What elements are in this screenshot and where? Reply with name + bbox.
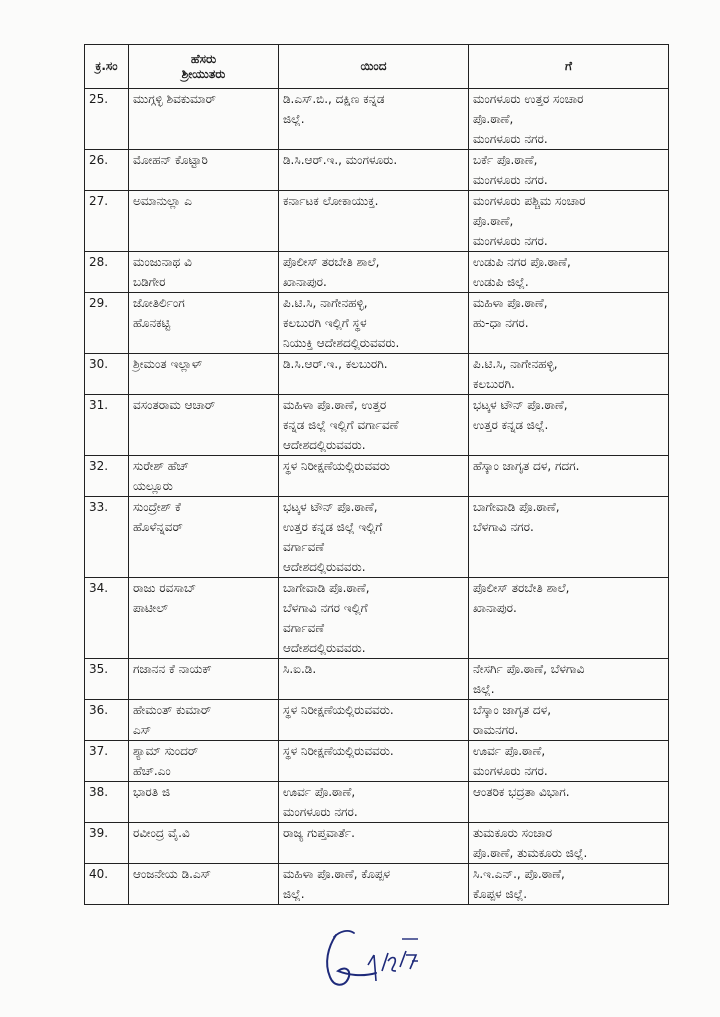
row-to-line: ಉಡುಪಿ ನಗರ ಪೊ.ಠಾಣೆ, <box>473 255 571 269</box>
row-from-line: ಬೆಳಗಾವಿ ನಗರ ಇಲ್ಲಿಗೆ <box>283 601 368 615</box>
row-to <box>469 741 669 782</box>
row-to-line: ಮಂಗಳೂರು ನಗರ. <box>473 764 548 778</box>
row-name-line: ಅಮಾನುಲ್ಲಾ ಎ <box>133 194 193 208</box>
row-from-line: ಡಿ.ಸಿ.ಆರ್.ಇ., ಮಂಗಳೂರು. <box>283 153 398 167</box>
row-to-line: ಕಲಬುರಗಿ. <box>473 377 515 391</box>
row-name <box>129 782 279 823</box>
row-sl-no: 34. <box>85 578 129 659</box>
row-sl-no: 35. <box>85 659 129 700</box>
row-from-line: ಬಾಗೇವಾಡಿ ಪೊ.ಠಾಣೆ, <box>283 581 370 595</box>
row-sl-no: 26. <box>85 150 129 191</box>
row-name <box>129 497 279 578</box>
row-from-line: ಕರ್ನಾಟಕ ಲೋಕಾಯುಕ್ತ. <box>283 194 379 208</box>
table-header-row <box>85 45 669 89</box>
table-body <box>85 89 669 905</box>
row-from-line: ಭಟ್ಕಳ ಟೌನ್ ಪೊ.ಠಾಣೆ, <box>283 500 378 514</box>
row-from-line: ಕಲಬುರಗಿ ಇಲ್ಲಿಗೆ ಸ್ಥಳ <box>283 316 367 330</box>
table-row <box>85 191 669 252</box>
header-from: ಯಿಂದ <box>279 45 469 89</box>
table-row <box>85 659 669 700</box>
row-name <box>129 191 279 252</box>
row-sl-no: 27. <box>85 191 129 252</box>
row-to-line: ನೇಸರ್ಗಿ ಪೊ.ಠಾಣೆ, ಬೆಳಗಾವಿ <box>473 662 585 676</box>
row-from-line: ಮಹಿಳಾ ಪೊ.ಠಾಣೆ, ಉತ್ತರ <box>283 398 387 412</box>
row-from <box>279 578 469 659</box>
row-name <box>129 252 279 293</box>
table-row <box>85 497 669 578</box>
row-to-line: ಮಂಗಳೂರು ಉತ್ತರ ಸಂಚಾರ <box>473 92 584 106</box>
row-from <box>279 782 469 823</box>
row-name-line: ಮಂಜುನಾಥ ವಿ <box>133 255 192 269</box>
row-to <box>469 89 669 150</box>
row-from-line: ಸಿ.ಐ.ಡಿ. <box>283 662 317 676</box>
row-from-line: ಸ್ಥಳ ನಿರೀಕ್ಷಣೆಯಲ್ಲಿರುವವರು <box>283 459 390 473</box>
row-name-line: ಮುಗ್ಗಳ್ಳಿ ಶಿವಕುಮಾರ್ <box>133 92 216 106</box>
row-name <box>129 89 279 150</box>
row-sl-no: 39. <box>85 823 129 864</box>
row-from <box>279 700 469 741</box>
row-to-line: ಕೊಪ್ಪಳ ಜಿಲ್ಲೆ. <box>473 887 528 901</box>
row-name-line: ಹೊನಕಟ್ಟಿ <box>133 316 171 330</box>
transfer-table <box>84 44 669 905</box>
row-name-line: ಭಾರತಿ ಜಿ <box>133 785 171 799</box>
row-to-line: ಪಿ.ಟಿ.ಸಿ, ನಾಗೇನಹಳ್ಳಿ, <box>473 357 558 371</box>
row-to-line: ಹೆಸ್ಕಾಂ ಜಾಗೃತ ದಳ, ಗದಗ. <box>473 459 580 473</box>
row-name-line: ಜೋತಿರ್ಲಿಂಗ <box>133 296 185 310</box>
row-from-line: ವರ್ಗಾವಣೆ <box>283 540 325 554</box>
row-from-line: ಜಿಲ್ಲೆ. <box>283 887 305 901</box>
row-to-line: ಊರ್ವ ಪೊ.ಠಾಣೆ, <box>473 744 546 758</box>
row-from-line: ಸ್ಥಳ ನಿರೀಕ್ಷಣೆಯಲ್ಲಿರುವವರು. <box>283 703 394 717</box>
row-from-line: ನಿಯುಕ್ತಿ ಆದೇಶದಲ್ಲಿರುವವರು. <box>283 336 400 350</box>
row-to <box>469 191 669 252</box>
row-from-line: ಆದೇಶದಲ್ಲಿರುವವರು. <box>283 641 366 655</box>
row-to-line: ಬೆಳಗಾವಿ ನಗರ. <box>473 520 534 534</box>
row-to-line: ಮಹಿಳಾ ಪೊ.ಠಾಣೆ, <box>473 296 548 310</box>
row-from <box>279 497 469 578</box>
signature <box>318 925 428 995</box>
row-name <box>129 456 279 497</box>
row-name-line: ರಾಜು ರವಸಾಬ್ <box>133 581 197 595</box>
row-to-line: ಪೊಲೀಸ್ ತರಬೇತಿ ಶಾಲೆ, <box>473 581 570 595</box>
header-name-line1: ಹೆಸರು <box>190 51 217 66</box>
table-row <box>85 741 669 782</box>
row-from-line: ಉತ್ತರ ಕನ್ನಡ ಜಿಲ್ಲೆ ಇಲ್ಲಿಗೆ <box>283 520 383 534</box>
table-row <box>85 578 669 659</box>
row-from-line: ಆದೇಶದಲ್ಲಿರುವವರು. <box>283 438 366 452</box>
row-sl-no: 36. <box>85 700 129 741</box>
row-to-line: ಪೊ.ಠಾಣೆ, <box>473 214 514 228</box>
table-row <box>85 864 669 905</box>
row-to <box>469 782 669 823</box>
table-row <box>85 395 669 456</box>
row-name-line: ಶ್ರೀಮಂತ ಇಲ್ಲಾಳ್ <box>133 357 203 371</box>
row-to <box>469 395 669 456</box>
row-from <box>279 252 469 293</box>
row-sl-no: 30. <box>85 354 129 395</box>
row-name <box>129 823 279 864</box>
row-sl-no: 32. <box>85 456 129 497</box>
table-row <box>85 150 669 191</box>
row-name-line: ಹೊಳೆನ್ನವರ್ <box>133 520 183 534</box>
row-from-line: ಖಾನಾಪುರ. <box>283 275 327 289</box>
row-name <box>129 354 279 395</box>
row-from <box>279 456 469 497</box>
row-name-line: ಗಜಾನನ ಕೆ ನಾಯಕ್ <box>133 662 212 676</box>
row-to-line: ಪೊ.ಠಾಣೆ, <box>473 112 514 126</box>
row-name-line: ಸುಂದ್ರೇಶ್ ಕೆ <box>133 500 181 514</box>
row-sl-no: 25. <box>85 89 129 150</box>
row-to-line: ತುಮಕೂರು ಸಂಚಾರ <box>473 826 553 840</box>
row-to-line: ಜಿಲ್ಲೆ. <box>473 682 495 696</box>
row-from-line: ಮಹಿಳಾ ಪೊ.ಠಾಣೆ, ಕೊಪ್ಪಳ <box>283 867 391 881</box>
table-row <box>85 456 669 497</box>
row-sl-no: 37. <box>85 741 129 782</box>
table-row <box>85 782 669 823</box>
row-to-line: ಮಂಗಳೂರು ನಗರ. <box>473 132 548 146</box>
row-from <box>279 191 469 252</box>
row-to-line: ಖಾನಾಪುರ. <box>473 601 517 615</box>
row-to <box>469 700 669 741</box>
row-from-line: ಊರ್ವ ಪೊ.ಠಾಣೆ, <box>283 785 356 799</box>
row-name <box>129 578 279 659</box>
row-from <box>279 741 469 782</box>
row-from-line: ಸ್ಥಳ ನಿರೀಕ್ಷಣೆಯಲ್ಲಿರುವವರು. <box>283 744 394 758</box>
row-name <box>129 700 279 741</box>
row-to-line: ಮಂಗಳೂರು ನಗರ. <box>473 234 548 248</box>
row-to <box>469 497 669 578</box>
row-from-line: ಡಿ.ಸಿ.ಆರ್.ಇ., ಕಲಬುರಗಿ. <box>283 357 388 371</box>
row-sl-no: 38. <box>85 782 129 823</box>
row-name-line: ರವೀಂದ್ರ ವೈ.ವಿ <box>133 826 190 840</box>
header-to: ಗೆ <box>469 45 669 89</box>
row-to-line: ಭಟ್ಕಳ ಟೌನ್ ಪೊ.ಠಾಣೆ, <box>473 398 568 412</box>
table-row <box>85 354 669 395</box>
row-name <box>129 659 279 700</box>
row-from <box>279 354 469 395</box>
row-to-line: ರಾಮನಗರ. <box>473 723 519 737</box>
header-sl-no: ಕ್ರ.ಸಂ <box>85 45 129 89</box>
row-to <box>469 864 669 905</box>
row-name-line: ಹೇಮಂತ್ ಕುಮಾರ್ <box>133 703 212 717</box>
row-to-line: ಹು-ಧಾ ನಗರ. <box>473 316 529 330</box>
row-name-line: ಆಂಜನೇಯ ಡಿ.ಎಸ್ <box>133 867 211 881</box>
row-sl-no: 33. <box>85 497 129 578</box>
row-to <box>469 354 669 395</box>
row-to-line: ಉಡುಪಿ ಜಿಲ್ಲೆ. <box>473 275 529 289</box>
row-to-line: ಪೊ.ಠಾಣೆ, ತುಮಕೂರು ಜಿಲ್ಲೆ. <box>473 846 588 860</box>
row-from-line: ಪಿ.ಟಿ.ಸಿ, ನಾಗೇನಹಳ್ಳಿ, <box>283 296 368 310</box>
row-from-line: ಕನ್ನಡ ಜಿಲ್ಲೆ ಇಲ್ಲಿಗೆ ವರ್ಗಾವಣೆ <box>283 418 399 432</box>
row-to-line: ಬರ್ಕೆ ಪೊ.ಠಾಣೆ, <box>473 153 538 167</box>
row-from-line: ಪೊಲೀಸ್ ತರಬೇತಿ ಶಾಲೆ, <box>283 255 380 269</box>
row-to <box>469 252 669 293</box>
row-name <box>129 864 279 905</box>
row-name-line: ವಸಂತರಾಮ ಆಚಾರ್ <box>133 398 216 412</box>
row-from <box>279 150 469 191</box>
row-to-line: ಬೆಸ್ಕಾಂ ಜಾಗೃತ ದಳ, <box>473 703 552 717</box>
row-from <box>279 659 469 700</box>
row-from-line: ರಾಜ್ಯ ಗುಪ್ತವಾರ್ತೆ. <box>283 826 355 840</box>
row-name-line: ಶ್ಯಾಮ್ ಸುಂದರ್ <box>133 744 199 758</box>
row-to-line: ಉತ್ತರ ಕನ್ನಡ ಜಿಲ್ಲೆ. <box>473 418 549 432</box>
row-from <box>279 89 469 150</box>
row-name-line: ಎಸ್ <box>133 723 151 737</box>
row-from-line: ಮಂಗಳೂರು ನಗರ. <box>283 805 358 819</box>
row-from <box>279 293 469 354</box>
row-to <box>469 456 669 497</box>
row-name-line: ಪಾಟೀಲ್ <box>133 601 168 615</box>
row-to-line: ಮಂಗಳೂರು ಪಶ್ಚಿಮ ಸಂಚಾರ <box>473 194 586 208</box>
header-name <box>129 45 279 89</box>
row-name-line: ಹೆಚ್.ಎಂ <box>133 764 171 778</box>
row-sl-no: 28. <box>85 252 129 293</box>
table-row <box>85 252 669 293</box>
row-to <box>469 293 669 354</box>
header-name-line2: ಶ್ರೀಯುತರು <box>181 66 226 81</box>
row-from <box>279 864 469 905</box>
row-to <box>469 659 669 700</box>
table-row <box>85 823 669 864</box>
row-name-line: ಮೋಹನ್ ಕೊಟ್ಟಾರಿ <box>133 153 208 167</box>
row-name <box>129 741 279 782</box>
row-name-line: ಸುರೇಶ್ ಹೆಚ್ <box>133 459 189 473</box>
row-name-line: ಯಲ್ಲೂರು <box>133 479 173 493</box>
row-from-line: ಆದೇಶದಲ್ಲಿರುವವರು. <box>283 560 366 574</box>
row-from <box>279 823 469 864</box>
row-name <box>129 395 279 456</box>
row-name-line: ಬಡಿಗೇರ <box>133 275 166 289</box>
row-name <box>129 293 279 354</box>
row-from <box>279 395 469 456</box>
row-to-line: ಸಿ.ಇ.ಎನ್., ಪೊ.ಠಾಣೆ, <box>473 867 565 881</box>
row-to <box>469 578 669 659</box>
row-from-line: ಡಿ.ಎಸ್.ಬಿ., ದಕ್ಷಿಣ ಕನ್ನಡ <box>283 92 385 106</box>
row-sl-no: 29. <box>85 293 129 354</box>
row-to <box>469 823 669 864</box>
row-from-line: ಜಿಲ್ಲೆ. <box>283 112 305 126</box>
row-from-line: ವರ್ಗಾವಣೆ <box>283 621 325 635</box>
row-to <box>469 150 669 191</box>
row-sl-no: 40. <box>85 864 129 905</box>
table-row <box>85 89 669 150</box>
row-to-line: ಬಾಗೇವಾಡಿ ಪೊ.ಠಾಣೆ, <box>473 500 560 514</box>
row-to-line: ಆಂತರಿಕ ಭದ್ರತಾ ವಿಭಾಗ. <box>473 785 570 799</box>
table-row <box>85 293 669 354</box>
table-row <box>85 700 669 741</box>
row-sl-no: 31. <box>85 395 129 456</box>
row-to-line: ಮಂಗಳೂರು ನಗರ. <box>473 173 548 187</box>
row-name <box>129 150 279 191</box>
